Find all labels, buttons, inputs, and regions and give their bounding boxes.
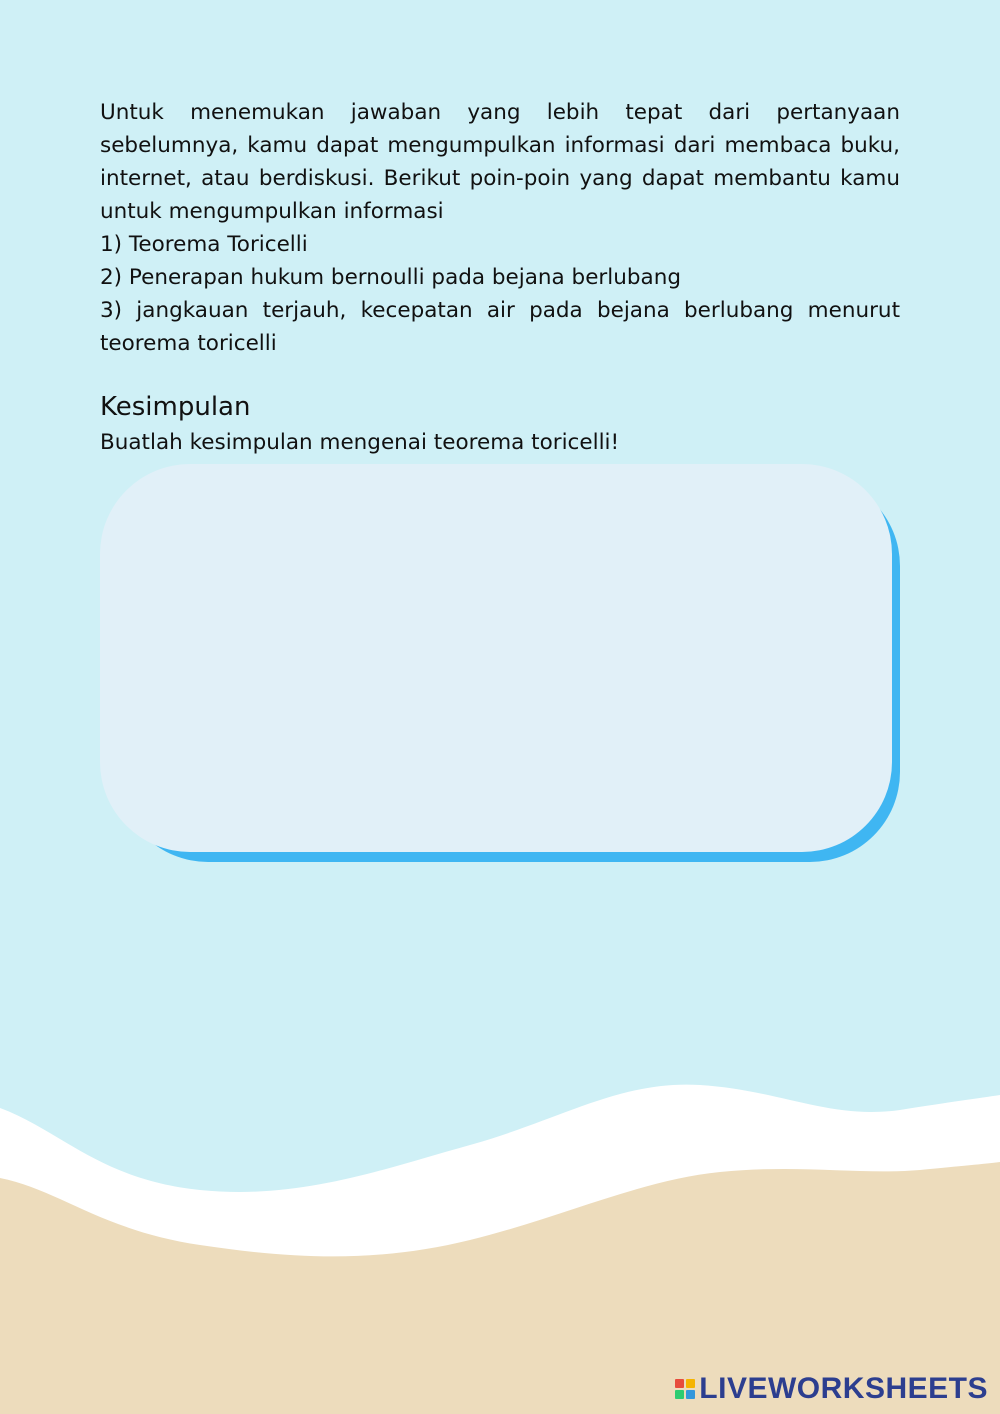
conclusion-answer-input[interactable] [100, 464, 892, 852]
liveworksheets-logo-icon [675, 1379, 695, 1399]
brand-name: LIVEWORKSHEETS [699, 1372, 988, 1405]
intro-paragraph: Untuk menemukan jawaban yang lebih tepat dari pertanyaan sebelumnya, kamu dapat mengumpulkan informasi dari membaca buku, internet, atau berdiskusi. Berikut poin-poin yang dapat membantu kamu untuk mengumpulkan informasi [100, 100, 900, 224]
conclusion-prompt: Buatlah kesimpulan mengenai teorema toricelli! [100, 430, 620, 455]
info-points-list [100, 228, 900, 360]
brand-footer [675, 1372, 988, 1406]
worksheet-content [100, 96, 900, 459]
answer-container [100, 464, 900, 864]
info-point: 3) jangkauan terjauh, kecepatan air pada bejana berlubang menurut teorema toricelli [100, 298, 900, 356]
beach-waves-decoration [0, 1040, 1000, 1414]
info-point: 2) Penerapan hukum bernoulli pada bejana berlubang [100, 265, 681, 290]
conclusion-title: Kesimpulan [100, 392, 251, 422]
info-point: 1) Teorema Toricelli [100, 232, 308, 257]
